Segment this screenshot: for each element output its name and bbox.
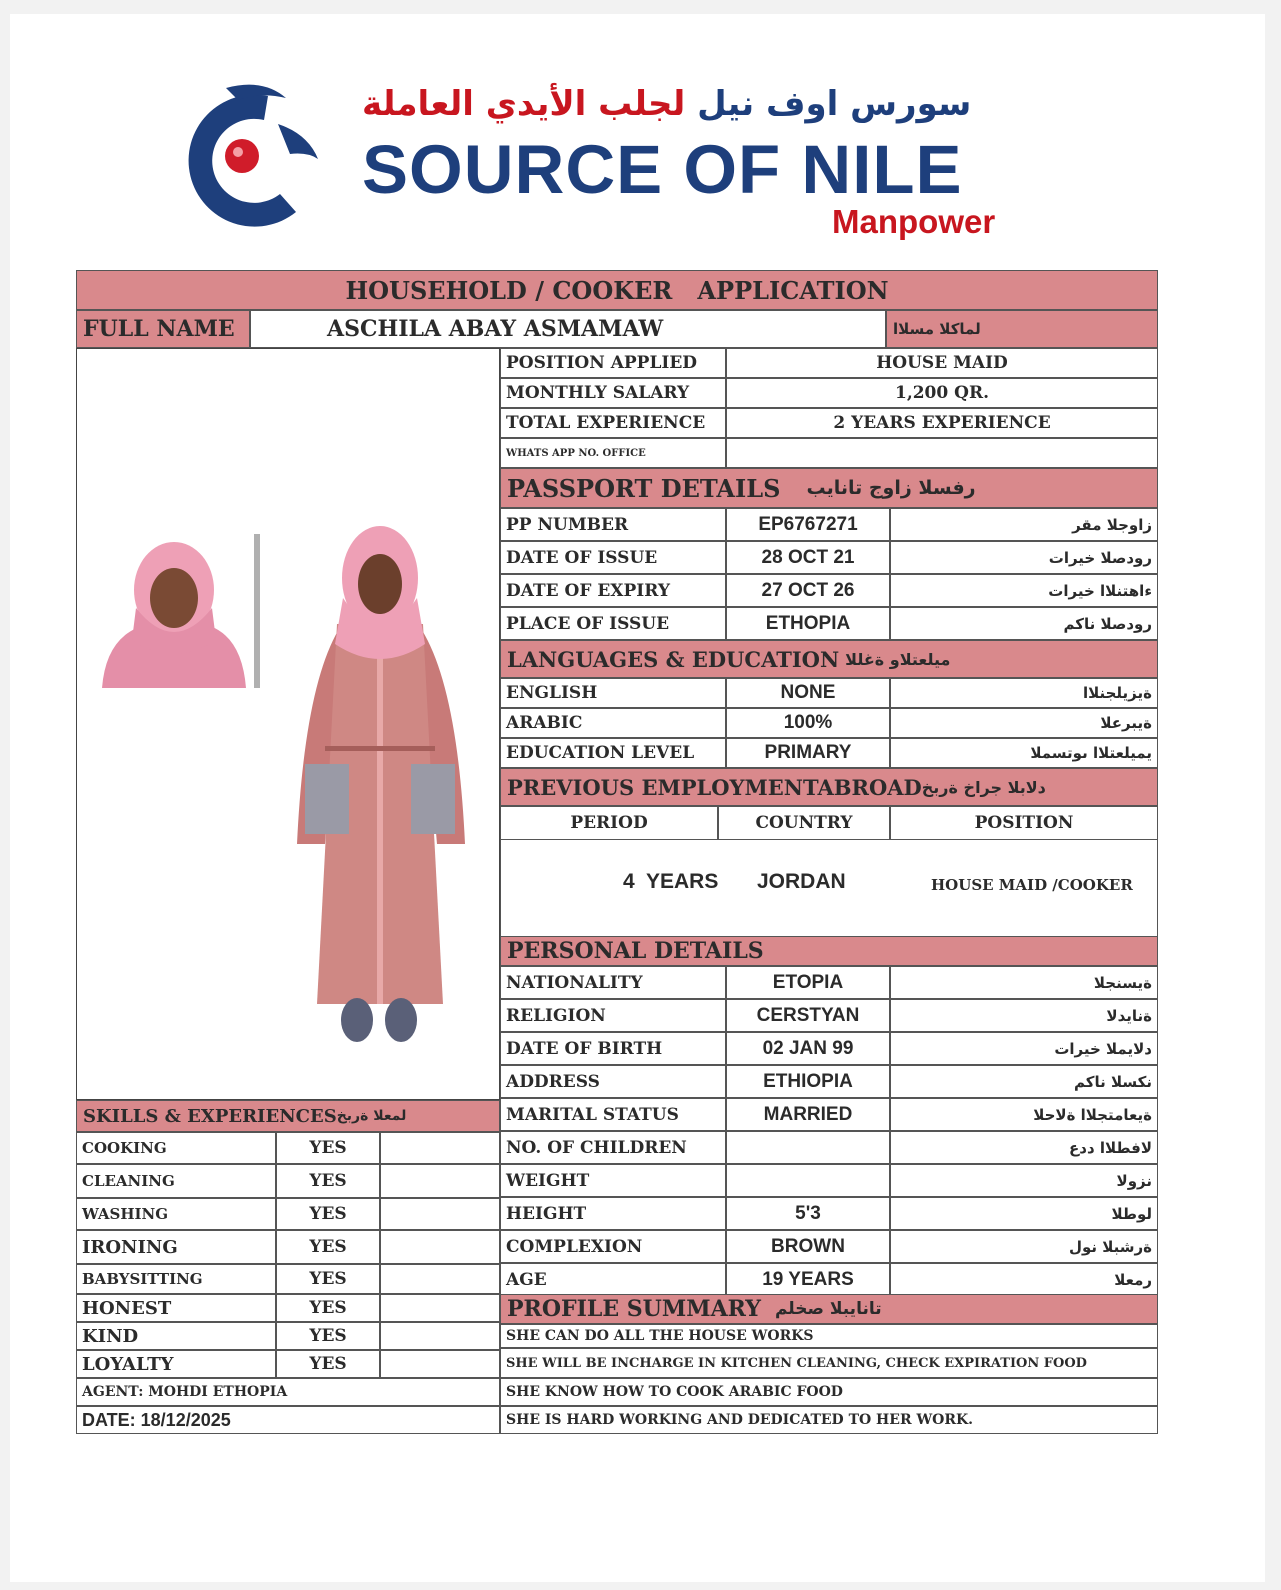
passport-row-value: EP6767271 bbox=[726, 508, 890, 541]
languages-row-value: PRIMARY bbox=[726, 738, 890, 768]
personal-row-arabic: نكسلا ناكم bbox=[890, 1065, 1158, 1098]
form-date: DATE: 18/12/2025 bbox=[76, 1406, 500, 1434]
profile-line: SHE KNOW HOW TO COOK ARABIC FOOD bbox=[500, 1378, 1158, 1406]
skill-row-blank bbox=[380, 1198, 500, 1230]
job-row-value: HOUSE MAID bbox=[726, 348, 1158, 378]
employment-col-period: PERIOD bbox=[500, 806, 718, 840]
languages-row-arabic: يميلعتلاا ىوتسملا bbox=[890, 738, 1158, 768]
passport-row-arabic: رودصلا ناكم bbox=[890, 607, 1158, 640]
skill-row-blank bbox=[380, 1164, 500, 1198]
skill-row-blank bbox=[380, 1294, 500, 1322]
personal-row-value: 02 JAN 99 bbox=[726, 1032, 890, 1065]
skill-row-blank bbox=[380, 1350, 500, 1378]
personal-row-label: RELIGION bbox=[500, 999, 726, 1032]
passport-row-arabic: ءاهتنلاا خيرات bbox=[890, 574, 1158, 607]
employment-position: HOUSE MAID /COOKER bbox=[931, 876, 1133, 894]
passport-row-label: PLACE OF ISSUE bbox=[500, 607, 726, 640]
agent-name: AGENT: MOHDI ETHOPIA bbox=[76, 1378, 500, 1406]
skill-row-label: IRONING bbox=[76, 1230, 276, 1264]
skill-row-blank bbox=[380, 1264, 500, 1294]
passport-row-value: ETHOPIA bbox=[726, 607, 890, 640]
employment-heading: PREVIOUS EMPLOYMENTABROAD دلابلا جراخ ةربخ bbox=[500, 768, 1158, 806]
skills-heading: SKILLS & EXPERIENCES لمعلا ةربخ bbox=[76, 1100, 500, 1132]
languages-row-label: EDUCATION LEVEL bbox=[500, 738, 726, 768]
personal-row-arabic: ةرشبلا نول bbox=[890, 1230, 1158, 1263]
personal-row-label: WEIGHT bbox=[500, 1164, 726, 1197]
languages-heading: LANGUAGES & EDUCATION ميلعتلاو ةغللا bbox=[500, 640, 1158, 678]
languages-row-arabic: ةيبرعلا bbox=[890, 708, 1158, 738]
personal-row-value: MARRIED bbox=[726, 1098, 890, 1131]
personal-row-label: AGE bbox=[500, 1263, 726, 1296]
job-row-value: 1,200 QR. bbox=[726, 378, 1158, 408]
passport-heading: PASSPORT DETAILS رفسلا زاوج تانايب bbox=[500, 468, 1158, 508]
passport-row-label: DATE OF ISSUE bbox=[500, 541, 726, 574]
skill-row-value: YES bbox=[276, 1294, 380, 1322]
employment-period: 4 YEARS bbox=[623, 870, 719, 893]
languages-row-arabic: ةيزيلجنلاا bbox=[890, 678, 1158, 708]
full-name-arabic: لماكلا مسلاا bbox=[886, 310, 1158, 348]
passport-photo bbox=[92, 528, 260, 688]
passport-row-label: PP NUMBER bbox=[500, 508, 726, 541]
job-row-label: WHATS APP NO. OFFICE bbox=[500, 438, 726, 468]
languages-row-label: ENGLISH bbox=[500, 678, 726, 708]
skill-row-label: WASHING bbox=[76, 1198, 276, 1230]
skill-row-value: YES bbox=[276, 1350, 380, 1378]
skill-row-blank bbox=[380, 1230, 500, 1264]
employment-col-country: COUNTRY bbox=[718, 806, 890, 840]
personal-row-label: COMPLEXION bbox=[500, 1230, 726, 1263]
skill-row-value: YES bbox=[276, 1230, 380, 1264]
profile-line: SHE WILL BE INCHARGE IN KITCHEN CLEANING, CHECK EXPIRATION FOOD bbox=[500, 1348, 1158, 1378]
skill-row-label: BABYSITTING bbox=[76, 1264, 276, 1294]
skill-row-value: YES bbox=[276, 1264, 380, 1294]
personal-row-arabic: ةنايدلا bbox=[890, 999, 1158, 1032]
employment-entry bbox=[500, 840, 1158, 936]
profile-heading: PROFILE SUMMARY تانايبلا صخلم bbox=[500, 1294, 1158, 1324]
skill-row-label: KIND bbox=[76, 1322, 276, 1350]
personal-row-value bbox=[726, 1131, 890, 1164]
logo-company-name: SOURCE OF NILE bbox=[362, 131, 963, 208]
logo-arabic-name: سورس اوف نيل لجلب الأيدي العاملة bbox=[362, 84, 972, 124]
employment-country: JORDAN bbox=[757, 870, 846, 893]
personal-row-value: ETOPIA bbox=[726, 966, 890, 999]
personal-row-arabic: دلايملا خيرات bbox=[890, 1032, 1158, 1065]
personal-row-arabic: ةيسنجلا bbox=[890, 966, 1158, 999]
skill-row-blank bbox=[380, 1132, 500, 1164]
personal-row-value: 5'3 bbox=[726, 1197, 890, 1230]
languages-row-label: ARABIC bbox=[500, 708, 726, 738]
personal-row-label: MARITAL STATUS bbox=[500, 1098, 726, 1131]
personal-row-value: CERSTYAN bbox=[726, 999, 890, 1032]
logo-emblem-icon bbox=[168, 74, 348, 234]
passport-row-arabic: رودصلا خيرات bbox=[890, 541, 1158, 574]
personal-row-value: 19 YEARS bbox=[726, 1263, 890, 1296]
personal-row-label: NO. OF CHILDREN bbox=[500, 1131, 726, 1164]
profile-line: SHE CAN DO ALL THE HOUSE WORKS bbox=[500, 1324, 1158, 1348]
personal-row-arabic: رمعلا bbox=[890, 1263, 1158, 1296]
personal-heading: PERSONAL DETAILS bbox=[500, 936, 1158, 966]
full-body-photo bbox=[285, 524, 475, 1054]
passport-row-label: DATE OF EXPIRY bbox=[500, 574, 726, 607]
skill-row-value: YES bbox=[276, 1132, 380, 1164]
full-name-label: FULL NAME bbox=[76, 310, 250, 348]
skill-row-label: COOKING bbox=[76, 1132, 276, 1164]
personal-row-arabic: لافطلاا ددع bbox=[890, 1131, 1158, 1164]
form-title: HOUSEHOLD / COOKER APPLICATION bbox=[76, 270, 1158, 310]
job-row-value: 2 YEARS EXPERIENCE bbox=[726, 408, 1158, 438]
skill-row-label: LOYALTY bbox=[76, 1350, 276, 1378]
skill-row-label: CLEANING bbox=[76, 1164, 276, 1198]
personal-row-value: BROWN bbox=[726, 1230, 890, 1263]
skill-row-value: YES bbox=[276, 1164, 380, 1198]
personal-row-label: HEIGHT bbox=[500, 1197, 726, 1230]
languages-row-value: 100% bbox=[726, 708, 890, 738]
skill-row-blank bbox=[380, 1322, 500, 1350]
skill-row-value: YES bbox=[276, 1322, 380, 1350]
skill-row-value: YES bbox=[276, 1198, 380, 1230]
passport-row-arabic: زاوجلا مقر bbox=[890, 508, 1158, 541]
job-row-value bbox=[726, 438, 1158, 468]
job-row-label: MONTHLY SALARY bbox=[500, 378, 726, 408]
personal-row-value bbox=[726, 1164, 890, 1197]
job-row-label: POSITION APPLIED bbox=[500, 348, 726, 378]
personal-row-arabic: لوطلا bbox=[890, 1197, 1158, 1230]
employment-col-position: POSITION bbox=[890, 806, 1158, 840]
personal-row-label: ADDRESS bbox=[500, 1065, 726, 1098]
passport-row-value: 28 OCT 21 bbox=[726, 541, 890, 574]
job-row-label: TOTAL EXPERIENCE bbox=[500, 408, 726, 438]
logo-subtitle: Manpower bbox=[832, 203, 996, 240]
personal-row-arabic: نزولا bbox=[890, 1164, 1158, 1197]
personal-row-value: ETHIOPIA bbox=[726, 1065, 890, 1098]
skill-row-label: HONEST bbox=[76, 1294, 276, 1322]
full-name-value: ASCHILA ABAY ASMAMAW bbox=[250, 310, 886, 348]
personal-row-label: DATE OF BIRTH bbox=[500, 1032, 726, 1065]
languages-row-value: NONE bbox=[726, 678, 890, 708]
passport-row-value: 27 OCT 26 bbox=[726, 574, 890, 607]
personal-row-label: NATIONALITY bbox=[500, 966, 726, 999]
personal-row-arabic: ةيعامتجلاا ةلاحلا bbox=[890, 1098, 1158, 1131]
profile-line: SHE IS HARD WORKING AND DEDICATED TO HER WORK. bbox=[500, 1406, 1158, 1434]
